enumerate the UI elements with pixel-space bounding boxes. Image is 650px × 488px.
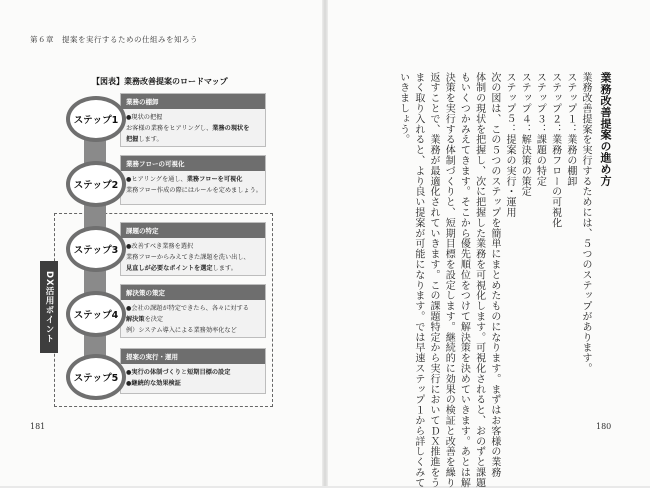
figure-title-text: 業務改善提案のロードマップ (124, 77, 228, 86)
step-emphasis: 実行の体制づくり (131, 369, 181, 376)
body-column: ステップ３：課題の特定 (534, 72, 546, 187)
body-column: ステップ２：業務フローの可視化 (549, 72, 561, 228)
body-column: 業務改善提案を実行するためには、５つのステップがあります。 (580, 72, 591, 374)
step-line (126, 241, 260, 252)
body-column: ステップ１：業務の棚卸 (564, 72, 576, 187)
step-text: ●改善すべき業務を選択 (126, 243, 194, 250)
step-header: 課題の特定 (121, 223, 265, 238)
body-column: いきましょう。 (397, 72, 409, 145)
step-description (121, 238, 265, 277)
step-circle-5: ステップ5 (66, 354, 126, 400)
body-column: もいくつかみえてきます。そこから優先順位をつけて解決策を決めていきます。あとは解 (458, 72, 470, 488)
body-column: 次の図は、この５つのステップを簡単にまとめたものになります。まずはお客様の業務 (488, 72, 500, 478)
step-emphasis: 継続的な効果検証 (131, 380, 181, 387)
step-emphasis: 業務の現状を (212, 125, 250, 132)
step-line (126, 185, 260, 196)
running-head: 第６章 提案を実行するための仕組みを知ろう (30, 35, 198, 44)
body-column: ステップ４：解決策の策定 (519, 72, 531, 197)
step-header: 解決策の策定 (121, 285, 265, 300)
step-emphasis: 見直しが必要なポイントを選定 (126, 265, 213, 272)
step-emphasis: 短期目標の設定 (187, 369, 231, 376)
step-description (121, 109, 265, 148)
body-column: 体制の現状を把握し、次に把握した業務を可視化します。可視化されると、おのずと課題 (473, 72, 485, 488)
step-description (121, 171, 265, 199)
figure-label: 【図表】 (92, 77, 124, 86)
step-description (121, 300, 265, 339)
step-box-4 (120, 284, 266, 338)
body-column: 決策を実行する体制づくりと、短期目標を設定します。継続的に効果の検証と改善を繰り (443, 72, 455, 488)
step-box-3 (120, 222, 266, 276)
body-column: ステップ５：提案の実行・運用 (504, 72, 515, 218)
step-text: と (180, 369, 188, 376)
step-box-2 (120, 155, 266, 205)
step-line (126, 252, 260, 263)
step-box-1 (120, 93, 266, 147)
step-line (126, 123, 260, 134)
step-circle-4: ステップ4 (66, 291, 126, 337)
step-circle-3: ステップ3 (66, 226, 126, 272)
section-heading: 業務改善提案の進め方 (599, 72, 612, 186)
dx-label: DX活用ポイント (40, 261, 58, 353)
step-header: 業務フローの可視化 (121, 156, 265, 171)
step-line (126, 263, 260, 274)
step-line (126, 314, 260, 325)
page-number-right: 180 (596, 422, 612, 431)
step-text: を決定 (144, 316, 164, 323)
step-text: 例）システム導入による業務効率化など (126, 327, 237, 334)
step-box-5 (120, 348, 266, 394)
step-line (126, 112, 260, 123)
step-text: ● (126, 369, 132, 376)
step-text: 業務フロー作成の際にはルールを定めましょう。 (126, 187, 262, 194)
step-emphasis: 解決策 (126, 316, 145, 323)
step-text: します。 (212, 265, 237, 272)
step-header: 提案の実行・運用 (121, 349, 265, 364)
step-circle-1: ステップ1 (66, 96, 126, 142)
step-description (121, 364, 265, 392)
figure-title (92, 76, 228, 87)
step-text: します。 (138, 136, 163, 143)
step-line (126, 134, 260, 145)
step-line (126, 303, 260, 314)
step-text: ● (126, 380, 132, 387)
body-column: 返すことで、業務が最適化されていきます。この課題特定から実行においてＤＸ推進をう (428, 72, 439, 488)
book-gutter (322, 0, 328, 486)
step-text: ●ヒアリングを通し、 (126, 176, 187, 183)
step-line (126, 378, 260, 389)
body-column: まく取り入れると、より良い提案が可能になります。では早速ステップ１から詳しくみて (412, 72, 424, 488)
step-emphasis: 業務フローを可視化 (186, 176, 243, 183)
step-line (126, 325, 260, 336)
step-circle-2: ステップ2 (66, 161, 126, 207)
step-text: ●現状の把握 (126, 114, 163, 121)
step-text: お客様の業務をヒアリングし、 (126, 125, 213, 132)
step-line (126, 367, 260, 378)
step-line (126, 174, 260, 185)
step-text: ●会社の課題が特定できたら、各々に対する (126, 305, 249, 312)
page-number-left: 181 (30, 422, 46, 431)
step-header: 業務の棚卸 (121, 94, 265, 109)
step-text: 業務フローからみえてきた課題を洗い出し、 (126, 254, 250, 261)
step-emphasis: 把握 (126, 136, 139, 143)
